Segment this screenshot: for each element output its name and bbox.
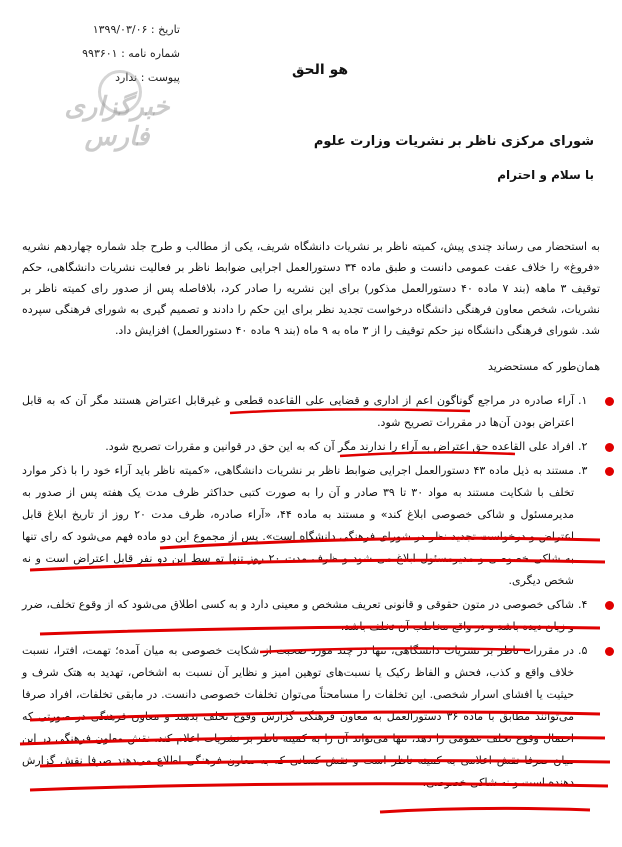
item-text: در مقررات ناظر بر نشریات دانشگاهی، تنها در چند مورد صحبت از شکایت خصوصی به میان آمده؛ تهمت، افترا، نسبت خلاف واقع و کذب، فحش و الفاظ رکیک یا نسبت‌های توهین امیز و نظایر آن نسبت به اشخاص، تهدید به هتک شرف و حیثیت یا افشای اسرار شخصی. این تخلفات را مسامحتاً می‌توان تخلفات خصوصی دانست. در مابقی تخلفات، افراد صرفا می‌توانند مطابق با ماده ۳۶ دستورالعمل به معاون فرهنگی گزارش وقوع تخلف بدهند و معاون فرهنگی در صورتی که احتمال وقوع تخلف عمومی را دهد، تنها می‌تواند آن را به کمیته ناظر بر نشریات اعلام کند. نقش معاون فرهنگی در این میان صرفا نقش اعلامی به کمیته ناظر است و نقش کسانی که به معاون فرهنگی اطلاع می‌دهند صرفا نقش گزارش دهنده است و نه شاکی خصوصی.: [22, 644, 574, 789]
item-number: ۲.: [578, 440, 588, 453]
list-item: [22, 460, 600, 592]
red-dot-mark: [605, 467, 614, 476]
list-item: [22, 640, 600, 794]
list-item: [22, 594, 600, 638]
intro-paragraph: به استحضار می رساند چندی پیش، کمیته ناظر بر نشریات دانشگاه شریف، یکی از مطالب و طرح جلد شماره چهاردهم نشریه «فروغ» را خلاف عفت عمومی دانست و طبق ماده ۳۴ دستورالعمل اجرایی ضوابط ناظر بر فعالیت نشریات دانشگاهی، حکم توقیف ۳ ماهه (بند ۷ ماده ۴۰ دستورالعمل مذکور) برای این نشریه را صادر کرد، بلافاصله پس از صدور رای کمیته ناظر بر نشریات، شخص معاون فرهنگی دانشگاه درخواست تجدید نظر برای این حکم را دادند و تصمیم گیری به شورای فرهنگی سپرده شد. شورای فرهنگی دانشگاه نیز حکم توقیف را از ۳ ماه به ۹ ماه (بند ۹ ماده ۴۰ دستورالعمل) افزایش داد.: [22, 240, 601, 337]
item-text: شاکی خصوصی در متون حقوقی و قانونی تعریف مشخص و معینی دارد و به کسی اطلاق می‌شود که از وقوع تخلف، ضرر و زیان دیده باشد و در واقع مخاطب آن تخلف باشد.: [22, 598, 574, 633]
red-dot-mark: [605, 397, 614, 406]
salutation: با سلام و احترام: [497, 168, 594, 182]
list-item: [22, 390, 600, 434]
red-dot-mark: [605, 601, 614, 610]
item-text: آراء صادره در مراجع گوناگون اعم از اداری و قضایی علی القاعده قطعی و غیرقابل اعتراض هستند مگر آن که به قابل اعتراض بودن آن‌ها در مقررات تصریح شود.: [22, 394, 574, 429]
watermark: خبرگزاری فارس: [64, 92, 170, 152]
item-number: ۳.: [578, 464, 588, 477]
red-dot-mark: [605, 647, 614, 656]
letter-attachment: پیوست : ندارد: [115, 71, 180, 84]
recipient: شورای مرکزی ناظر بر نشریات وزارت علوم: [313, 134, 594, 149]
list-item: [22, 436, 600, 458]
letter-number: شماره نامه : ۹۹۳۶۰۱: [82, 47, 180, 60]
numbered-list: [22, 390, 600, 796]
page-heading: هو الحق: [291, 62, 349, 78]
item-number: ۱.: [578, 394, 588, 407]
item-text: مستند به ذیل ماده ۴۳ دستورالعمل اجرایی ضوابط ناظر بر نشریات دانشگاهی، «کمیته ناظر باید آراء خود را با ذکر موارد تخلف با شکایت مستند به مواد ۳۰ تا ۳۹ صادر و آن را به صورت کتبی حداکثر ظرف مدت یک هفته پس از صدور به مدیرمسئول و شاکی خصوصی ابلاغ کند» و مستند به ماده ۴۴، «آراء صادره، ظرف مدت ۲۰ روز از تاریخ ابلاغ قابل اعتراض و درخواست تجدید نظر در شورای فرهنگی دانشگاه است». پس از مجموع این دو ماده فهم می‌شود که رای تنها به شاکی خصوصی و مدیرمسئول ابلاغ می شود و ظرف مدت ۲۰ روز تنها تو سط این دو نفر قابل اعتراض است و نه شخص دیگری.: [22, 464, 575, 587]
item-number: ۵.: [578, 644, 588, 657]
letter-date: تاریخ : ۱۳۹۹/۰۳/۰۶: [92, 23, 180, 36]
red-underline: [380, 808, 590, 812]
lead-line: همان‌طور که مستحضرید: [487, 360, 600, 373]
item-text: افراد علی القاعده حق اعتراض به آراء را ندارند مگر آن که به این حق در قوانین و مقررات تصریح شود.: [105, 440, 574, 453]
red-dot-mark: [605, 443, 614, 452]
item-number: ۴.: [578, 598, 588, 611]
